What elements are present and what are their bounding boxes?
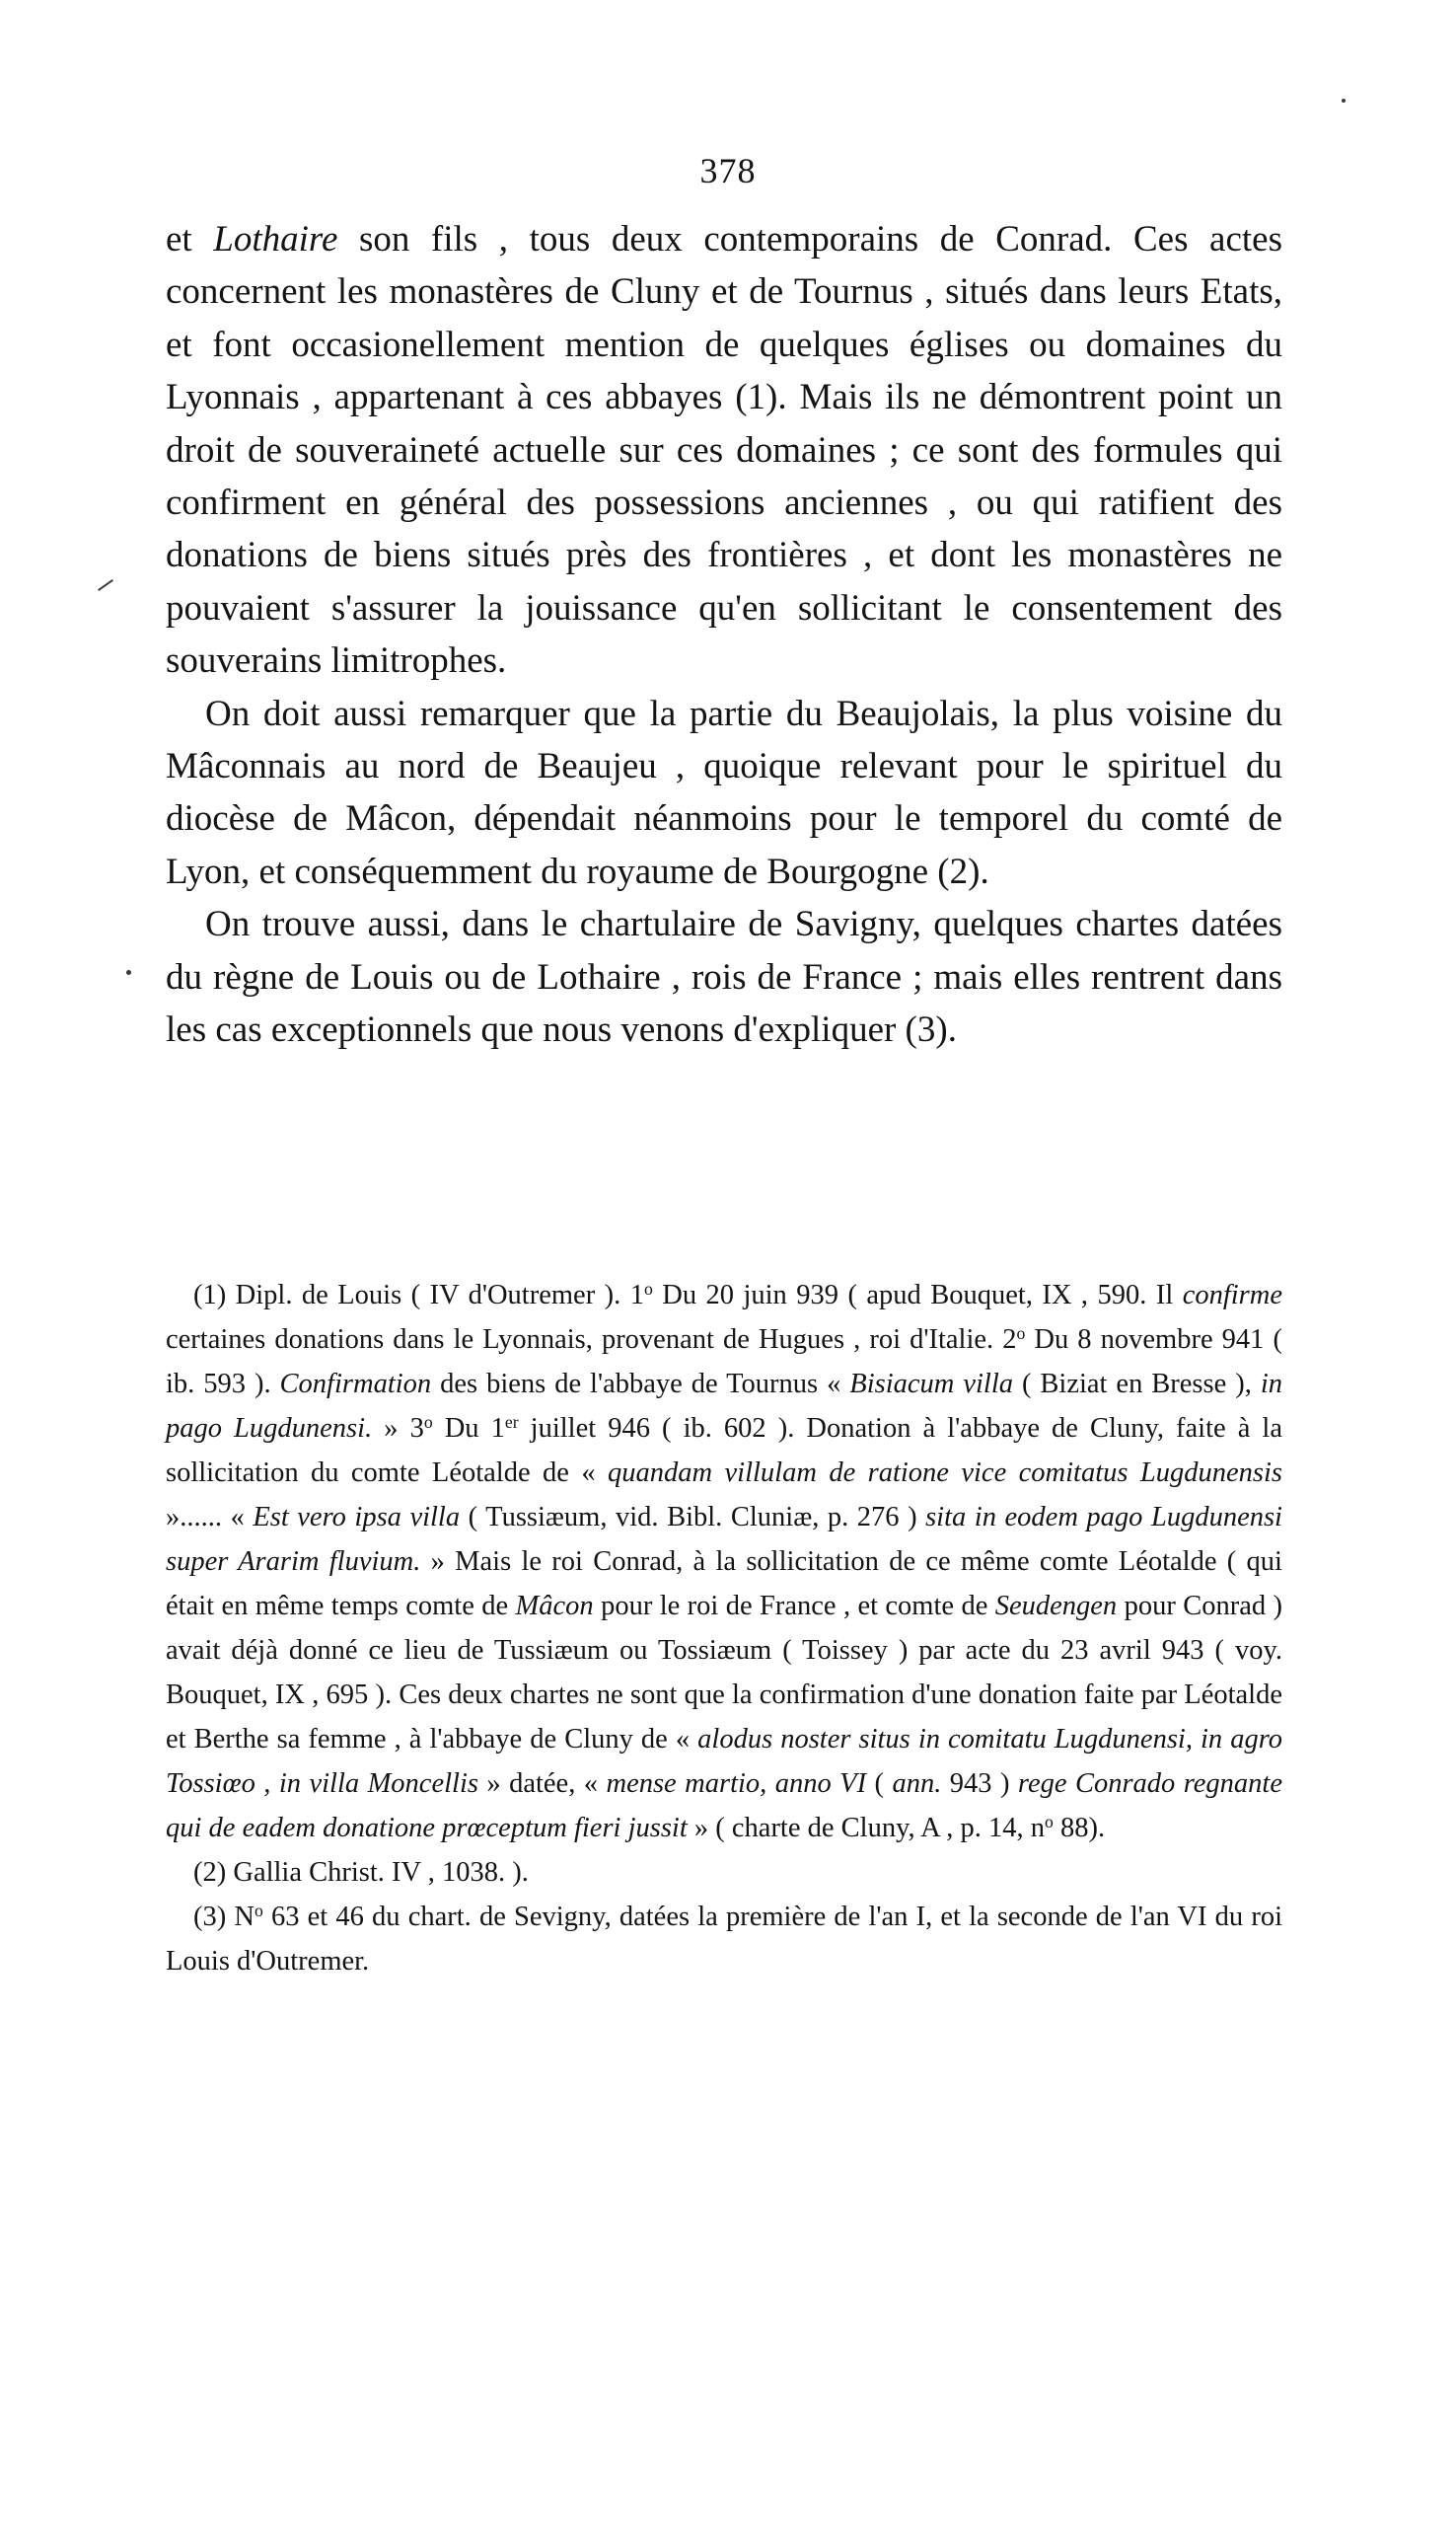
margin-dot bbox=[1342, 99, 1346, 103]
footnote-3: (3) $N^o$ 63 et 46 du chart. de Sevigny, datées la première de l'an I, et la seconde de l'an VI du roi Louis d'Outremer. bbox=[166, 1901, 1282, 1977]
footnotes bbox=[166, 1273, 1282, 1983]
paragraph-2: On doit aussi remarquer que la partie du Beaujolais, la plus voisine du Mâconnais au nord de Beaujeu , quoique relevant pour le spirituel du diocèse de Mâcon, dépendait néanmoins pour le temporel du comté de Lyon, et conséquemment du royaume de Bourgogne (2). bbox=[166, 693, 1282, 892]
margin-dot bbox=[126, 970, 131, 975]
footnote-1: (1) Dipl. de Louis ( IV d'Outremer ). 1$^o$ Du 20 juin 939 ( apud Bouquet, IX , 590. Il confirme certaines donations dans le Lyonnais, provenant de Hugues , roi d'Italie. 2$^o$ Du 8 novembre 941 ( ib. 593 ). Confirmation des biens de l'abbaye de Tournus « Bisiacum villa ( Biziat en Bresse ), in pago Lugdunensi. » 3$^o$ Du 1er juillet 946 ( ib. 602 ). Donation à l'abbaye de Cluny, faite à la sollicitation du comte Léotalde de « quandam villulam de ratione vice comitatus Lugdunensis »...... « Est vero ipsa villa ( Tussiæum, vid. Bibl. Cluniæ, p. 276 ) sita in eodem pago Lugdunensi super Ararim fluvium. » Mais le roi Conrad, à la sollicitation de ce même comte Léotalde ( qui était en même temps comte de Mâcon pour le roi de France , et comte de Seudengen pour Conrad ) avait déjà donné ce lieu de Tussiæum ou Tossiæum ( Toissey ) par acte du 23 avril 943 ( voy. Bouquet, IX , 695 ). Ces deux chartes ne sont que la confirmation d'une donation faite par Léotalde et Berthe sa femme , à l'abbaye de Cluny de « alodus noster situs in comitatu Lugdunensi, in agro Tossiœo , in villa Moncellis » datée, « mense martio, anno VI ( ann. 943 ) rege Conrado regnante qui de eadem donatione prœceptum fieri jussit » ( charte de Cluny, A , p. 14, $n^o$ 88). bbox=[166, 1279, 1283, 1843]
paragraph-3: On trouve aussi, dans le chartulaire de Savigny, quelques chartes datées du règne de Louis ou de Lothaire , rois de France ; mais elles rentrent dans les cas exceptionnels que nous venons d'expliquer (3). bbox=[166, 904, 1282, 1051]
main-text bbox=[166, 213, 1282, 1057]
italic-name: Lothaire bbox=[213, 219, 338, 260]
margin-stroke bbox=[98, 579, 113, 591]
paragraph-1: et Lothaire son fils , tous deux contemporains de Conrad. Ces actes concernent les monastères de Cluny et de Tournus , situés dans leurs Etats, et font occasionellement mention de quelques églises ou domaines du Lyonnais , appartenant à ces abbayes (1). Mais ils ne démontrent point un droit de souveraineté actuelle sur ces domaines ; ce sont des formules qui confirment en général des possessions anciennes , ou qui ratifient des donations de biens situés près des frontières , et dont les monastères ne pouvaient s'assurer la jouissance qu'en sollicitant le consentement des souverains limitrophes. bbox=[166, 219, 1282, 682]
page-number: 378 bbox=[699, 151, 757, 190]
footnote-2: (2) Gallia Christ. IV , 1038. ). bbox=[193, 1857, 529, 1888]
